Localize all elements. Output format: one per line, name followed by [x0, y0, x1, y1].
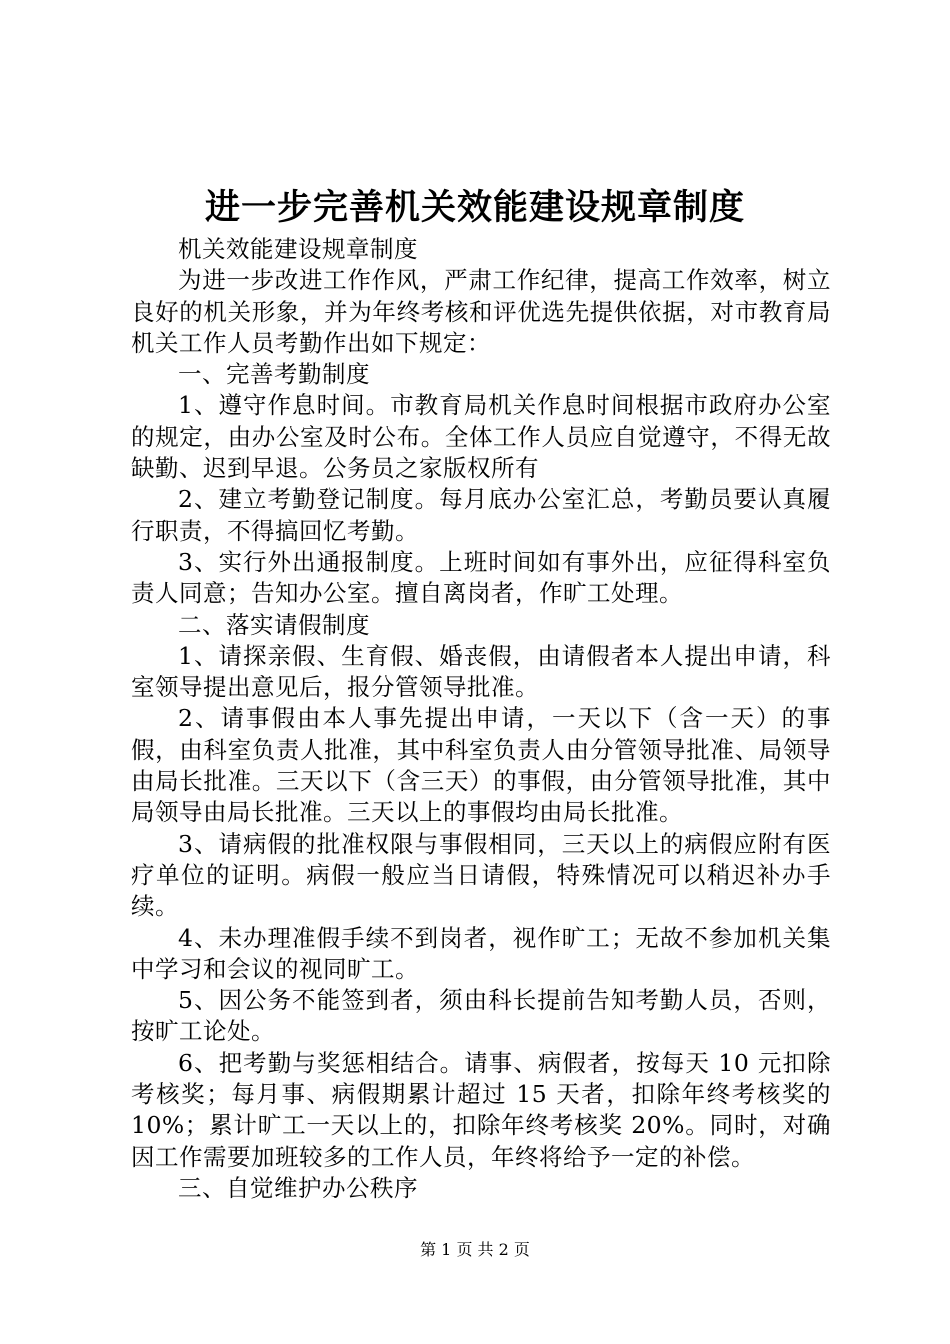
paragraph-item: 1、遵守作息时间。市教育局机关作息时间根据市政府办公室的规定，由办公室及时公布。全体工作人员应自觉遵守，不得无故缺勤、迟到早退。公务员之家版权所有: [131, 391, 831, 483]
paragraph-item: 1、请探亲假、生育假、婚丧假，由请假者本人提出申请，科室领导提出意见后，报分管领导批准。: [131, 641, 831, 702]
section-heading-3: 三、自觉维护办公秩序: [178, 1173, 418, 1202]
paragraph-item: 3、实行外出通报制度。上班时间如有事外出，应征得科室负责人同意；告知办公室。擅自离岗者，作旷工处理。: [131, 547, 831, 608]
paragraph-item: 5、因公务不能签到者，须由科长提前告知考勤人员，否则，按旷工论处。: [131, 986, 831, 1046]
paragraph-item: 6、把考勤与奖惩相结合。请事、病假者，按每天 10 元扣除考核奖；每月事、病假期累计超过 15 天者，扣除年终考核奖的 10%；累计旷工一天以上的，扣除年终考核奖 20%。同时，对确因工作需要加班较多的工作人员，年终将给予一定的补偿。: [131, 1048, 831, 1171]
document-title: 进一步完善机关效能建设规章制度: [204, 187, 745, 228]
section-heading-1: 一、完善考勤制度: [178, 360, 370, 389]
section-heading-2: 二、落实请假制度: [178, 610, 370, 639]
paragraph-subtitle: 机关效能建设规章制度: [178, 235, 418, 263]
paragraph-item: 2、请事假由本人事先提出申请，一天以下（含一天）的事假，由科室负责人批准，其中科室负责人由分管领导批准、局领导由局长批准。三天以下（含三天）的事假，由分管领导批准，其中局领导由局长批准。三天以上的事假均由局长批准。: [131, 704, 831, 827]
paragraph-item: 2、建立考勤登记制度。每月底办公室汇总，考勤员要认真履行职责，不得搞回忆考勤。: [131, 485, 831, 545]
paragraph-item: 4、未办理准假手续不到岗者，视作旷工；无故不参加机关集中学习和会议的视同旷工。: [131, 923, 831, 983]
paragraph-intro: 为进一步改进工作作风，严肃工作纪律，提高工作效率，树立良好的机关形象，并为年终考核和评优选先提供依据，对市教育局机关工作人员考勤作出如下规定：: [131, 266, 831, 357]
page-footer: 第 1 页 共 2 页: [420, 1240, 530, 1259]
paragraph-item: 3、请病假的批准权限与事假相同，三天以上的病假应附有医疗单位的证明。病假一般应当日请假，特殊情况可以稍迟补办手续。: [131, 829, 831, 921]
document-body: [131, 234, 831, 1204]
